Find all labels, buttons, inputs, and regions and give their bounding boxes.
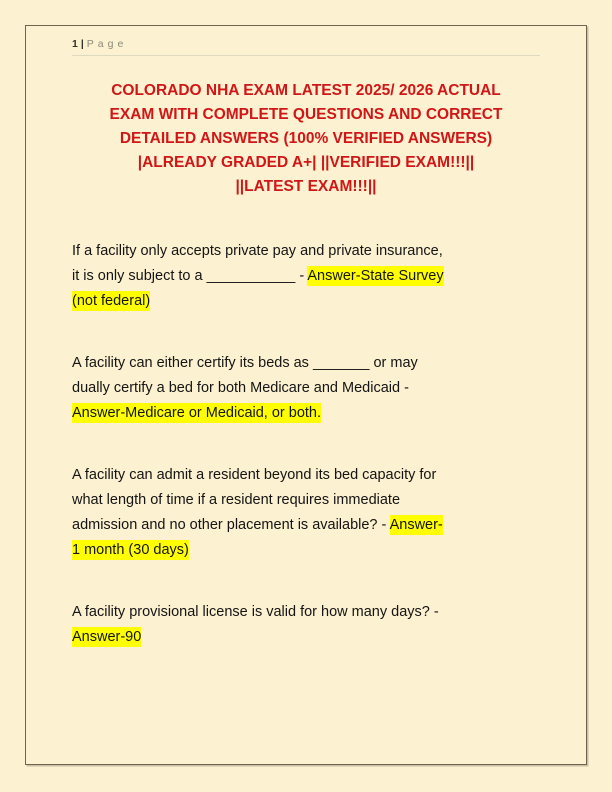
title-line: EXAM WITH COMPLETE QUESTIONS AND CORRECT [109, 106, 503, 123]
question-text: A facility provisional license is valid for how many days? - [72, 604, 439, 620]
qa-content [72, 239, 540, 650]
header-rule [72, 55, 540, 56]
page-content [72, 38, 540, 687]
answer-highlight: Answer-90 [72, 629, 142, 645]
question-text: admission and no other placement is available? - [72, 517, 390, 533]
header-separator: | [80, 38, 84, 50]
answer-highlight: Answer-State Survey [307, 268, 444, 284]
question-text: it is only subject to a ___________ - [72, 268, 308, 284]
title-line: DETAILED ANSWERS (100% VERIFIED ANSWERS) [119, 130, 493, 147]
title-line: COLORADO NHA EXAM LATEST 2025/ 2026 ACTUAL [111, 82, 501, 99]
qa-paragraph [72, 600, 540, 650]
title-line: |ALREADY GRADED A+| ||VERIFIED EXAM!!!|| [137, 154, 475, 171]
question-text: A facility can admit a resident beyond its bed capacity for [72, 467, 437, 483]
question-text: dually certify a bed for both Medicare and Medicaid - [72, 380, 409, 396]
qa-paragraph [72, 463, 540, 563]
page-label: Page [86, 38, 128, 50]
answer-highlight: (not federal) [72, 293, 151, 309]
question-text: A facility can either certify its beds as _______ or may [72, 355, 418, 371]
qa-paragraph [72, 351, 540, 426]
page-number: 1 [72, 38, 78, 50]
question-text: If a facility only accepts private pay and private insurance, [72, 243, 443, 259]
answer-highlight: Answer- [389, 517, 443, 533]
answer-highlight: Answer-Medicare or Medicaid, or both. [72, 405, 322, 421]
answer-highlight: 1 month (30 days) [72, 542, 189, 558]
document-title [72, 79, 540, 199]
title-line: ||LATEST EXAM!!!|| [235, 178, 377, 195]
qa-paragraph [72, 239, 540, 314]
question-text: what length of time if a resident requires immediate [72, 492, 401, 508]
page-header [72, 38, 540, 56]
